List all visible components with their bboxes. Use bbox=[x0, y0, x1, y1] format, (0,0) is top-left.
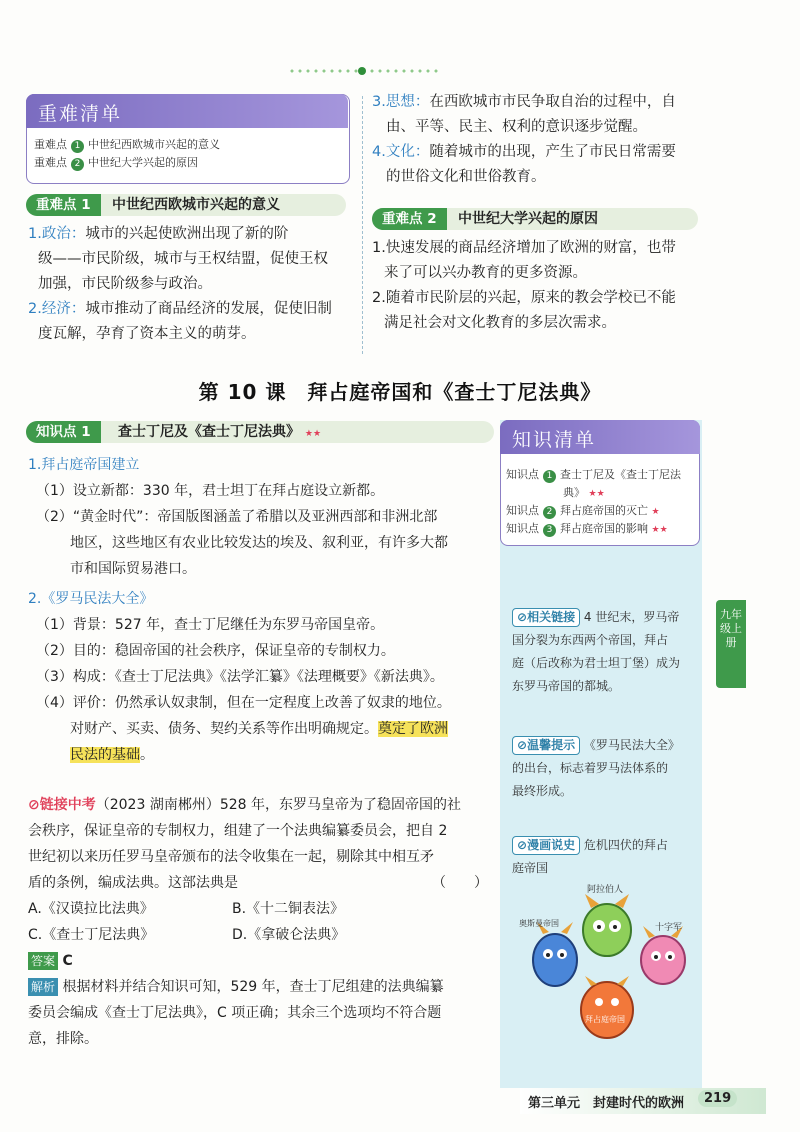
item-head: 4.文化： bbox=[372, 144, 430, 160]
comic-name-byzantine: 拜占庭帝国 bbox=[585, 1015, 625, 1024]
summary-row-1 bbox=[34, 136, 220, 153]
knowledge-list-row-3 bbox=[506, 520, 668, 537]
comic-label: ⊘漫画说史 bbox=[512, 836, 580, 855]
right-top-body bbox=[372, 90, 702, 190]
knowledge1-title bbox=[118, 421, 321, 445]
answer-value: C bbox=[62, 953, 73, 969]
knowledge1-body bbox=[28, 452, 498, 768]
number-badge: 2 bbox=[71, 158, 84, 171]
option-a: A.《汉谟拉比法典》 bbox=[28, 901, 154, 917]
line: 《罗马民法大全》 bbox=[583, 738, 680, 752]
section-heading: 2.《罗马民法大全》 bbox=[28, 591, 154, 607]
line: 满足社会对文化教育的多层次需求。 bbox=[384, 315, 616, 331]
row-text: 查士丁尼及《查士丁尼法 bbox=[560, 468, 681, 481]
option-d: D.《拿破仑法典》 bbox=[232, 927, 346, 943]
star-icon: ★★ bbox=[651, 525, 668, 535]
line: 国分裂为东西两个帝国，拜占 bbox=[512, 633, 669, 647]
item-head: 2.经济： bbox=[28, 301, 86, 317]
line: 城市的兴起使欧洲出现了新的阶 bbox=[85, 226, 289, 242]
lesson-title: 第 10 课 拜占庭帝国和《查士丁尼法典》 bbox=[198, 380, 602, 404]
monster-pink bbox=[641, 926, 685, 984]
comic-illustration bbox=[515, 882, 703, 1062]
related-link-note bbox=[512, 606, 698, 698]
line: 委员会编成《查士丁尼法典》，C 项正确；其余三个选项均不符合题 bbox=[28, 1005, 442, 1021]
line: 根据材料并结合知识可知，529 年，查士丁尼组建的法典编纂 bbox=[62, 979, 444, 995]
analysis-label: 解析 bbox=[28, 978, 58, 996]
item-head: 3.思想： bbox=[372, 94, 430, 110]
knowledge1-tag: 知识点 1 bbox=[26, 421, 101, 443]
exam-section bbox=[28, 792, 494, 1052]
comic-name-crusaders: 十字军 bbox=[655, 923, 683, 933]
summary-row-text: 中世纪大学兴起的原因 bbox=[88, 156, 198, 169]
line: 。 bbox=[140, 747, 154, 763]
line: 的世俗文化和世俗教育。 bbox=[386, 169, 546, 185]
line: 加强，市民阶级参与政治。 bbox=[38, 276, 212, 292]
line: 1.快速发展的商品经济增加了欧洲的财富，也带 bbox=[372, 240, 676, 256]
line: 在西欧城市市民争取自治的过程中，自 bbox=[429, 94, 676, 110]
tip-note bbox=[512, 734, 698, 803]
summary-row-label: 重难点 bbox=[34, 138, 67, 151]
line: （1）背景：527 年，查士丁尼继任为东罗马帝国皇帝。 bbox=[36, 617, 385, 633]
line: （1）设立新都：330 年，君士坦丁在拜占庭设立新都。 bbox=[36, 483, 385, 499]
section-heading: 1.拜占庭帝国建立 bbox=[28, 457, 140, 473]
related-link-label: ⊘相关链接 bbox=[512, 608, 580, 627]
monster-green bbox=[583, 894, 631, 956]
line: 由、平等、民主、权利的意识逐步觉醒。 bbox=[386, 119, 647, 135]
highlight-text: 奠定了欧洲 bbox=[378, 721, 448, 737]
comic-name-ottoman: 奥斯曼帝国 bbox=[519, 919, 559, 928]
row-label: 知识点 bbox=[506, 468, 539, 481]
page-number: 219 bbox=[698, 1090, 737, 1107]
knowledge-list-row-1 bbox=[506, 466, 681, 483]
knowledge-list-title: 知识清单 bbox=[512, 429, 597, 451]
point2-title: 中世纪大学兴起的原因 bbox=[458, 211, 598, 227]
line: 4 世纪末，罗马帝 bbox=[583, 610, 680, 624]
line: 会秩序，保证皇帝的专制权力，组建了一个法典编纂委员会，把自 2 bbox=[28, 823, 448, 839]
row-label: 知识点 bbox=[506, 504, 539, 517]
link-icon: ⊘ bbox=[28, 797, 40, 813]
line: 市和国际贸易港口。 bbox=[70, 561, 196, 577]
column-divider bbox=[362, 96, 363, 354]
answer-blank: （ ） bbox=[432, 875, 488, 891]
monster-blue bbox=[533, 922, 577, 986]
line: 的出台，标志着罗马法体系的 bbox=[512, 761, 669, 775]
footer-unit: 第三单元 封建时代的欧洲 bbox=[528, 1096, 685, 1111]
line: （4）评价：仍然承认奴隶制，但在一定程度上改善了奴隶的地位。 bbox=[36, 695, 451, 711]
knowledge-list-row-1-cont bbox=[563, 484, 605, 500]
number-badge: 1 bbox=[543, 470, 556, 483]
line: 来了可以兴办教育的更多资源。 bbox=[384, 265, 587, 281]
answer-label: 答案 bbox=[28, 952, 58, 970]
line: （2）目的：稳固帝国的社会秩序，保证皇帝的专制权力。 bbox=[36, 643, 395, 659]
star-icon: ★★ bbox=[588, 489, 605, 499]
point1-tag: 重难点 1 bbox=[26, 194, 101, 216]
option-b: B.《十二铜表法》 bbox=[232, 901, 345, 917]
line: （3）构成：《查士丁尼法典》《法学汇纂》《法理概要》《新法典》。 bbox=[36, 669, 444, 685]
row-text: 拜占庭帝国的灭亡 bbox=[560, 504, 648, 517]
line: 世纪初以来历任罗马皇帝颁布的法令收集在一起，剔除其中相互矛 bbox=[28, 849, 434, 865]
summary-row-text: 中世纪西欧城市兴起的意义 bbox=[88, 138, 220, 151]
tip-label: ⊘温馨提示 bbox=[512, 736, 580, 755]
line: 东罗马帝国的都城。 bbox=[512, 679, 621, 693]
line: 意，排除。 bbox=[28, 1031, 98, 1047]
line: 庭（后改称为君士坦丁堡）成为 bbox=[512, 656, 681, 670]
line: 庭帝国 bbox=[512, 861, 549, 875]
number-badge: 1 bbox=[71, 140, 84, 153]
top-dots-decoration bbox=[288, 68, 438, 74]
monster-orange bbox=[581, 976, 633, 1038]
knowledge-list-row-2 bbox=[506, 502, 660, 519]
line: 随着城市的出现，产生了市民日常需要 bbox=[429, 144, 676, 160]
line: 级——市民阶级，城市与王权结盟，促使王权 bbox=[38, 251, 328, 267]
star-icon: ★ bbox=[651, 507, 660, 517]
line: 盾的条例，编成法典。这部法典是 bbox=[28, 875, 238, 891]
highlight-text: 民法的基础 bbox=[70, 747, 140, 763]
number-badge: 2 bbox=[543, 506, 556, 519]
point1-title: 中世纪西欧城市兴起的意义 bbox=[112, 197, 280, 213]
point2-tag: 重难点 2 bbox=[372, 208, 447, 230]
line: 度瓦解，孕育了资本主义的萌芽。 bbox=[38, 326, 256, 342]
knowledge1-title-text: 查士丁尼及《查士丁尼法典》 bbox=[118, 424, 300, 440]
exam-label: 链接中考 bbox=[39, 797, 96, 813]
row-label: 知识点 bbox=[506, 522, 539, 535]
grade-side-tab: 九年级上册 bbox=[716, 600, 746, 688]
row-text: 拜占庭帝国的影响 bbox=[560, 522, 648, 535]
line: 2.随着市民阶层的兴起，原来的教会学校已不能 bbox=[372, 290, 676, 306]
line: （2023 湖南郴州）528 年，东罗马皇帝为了稳固帝国的社 bbox=[95, 797, 461, 813]
point2-body bbox=[372, 236, 702, 336]
comic-name-arab: 阿拉伯人 bbox=[587, 885, 624, 895]
line: 最终形成。 bbox=[512, 784, 573, 798]
summary-row-2 bbox=[34, 154, 198, 171]
line: 城市推动了商品经济的发展，促使旧制 bbox=[85, 301, 332, 317]
comic-note bbox=[512, 834, 698, 880]
option-c: C.《查士丁尼法典》 bbox=[28, 927, 155, 943]
item-head: 1.政治： bbox=[28, 226, 86, 242]
number-badge: 3 bbox=[543, 524, 556, 537]
point1-body bbox=[28, 222, 358, 347]
summary-row-label: 重难点 bbox=[34, 156, 67, 169]
row-text: 典》 bbox=[563, 486, 585, 499]
line: （2）“黄金时代”：帝国版图涵盖了希腊以及亚洲西部和非洲北部 bbox=[36, 509, 438, 525]
star-icon: ★★ bbox=[304, 429, 322, 439]
line: 地区，这些地区有农业比较发达的埃及、叙利亚，有许多大都 bbox=[70, 535, 448, 551]
line: 危机四伏的拜占 bbox=[583, 838, 668, 852]
summary-title: 重难清单 bbox=[38, 103, 123, 125]
line: 对财产、买卖、债务、契约关系等作出明确规定。 bbox=[70, 721, 378, 737]
